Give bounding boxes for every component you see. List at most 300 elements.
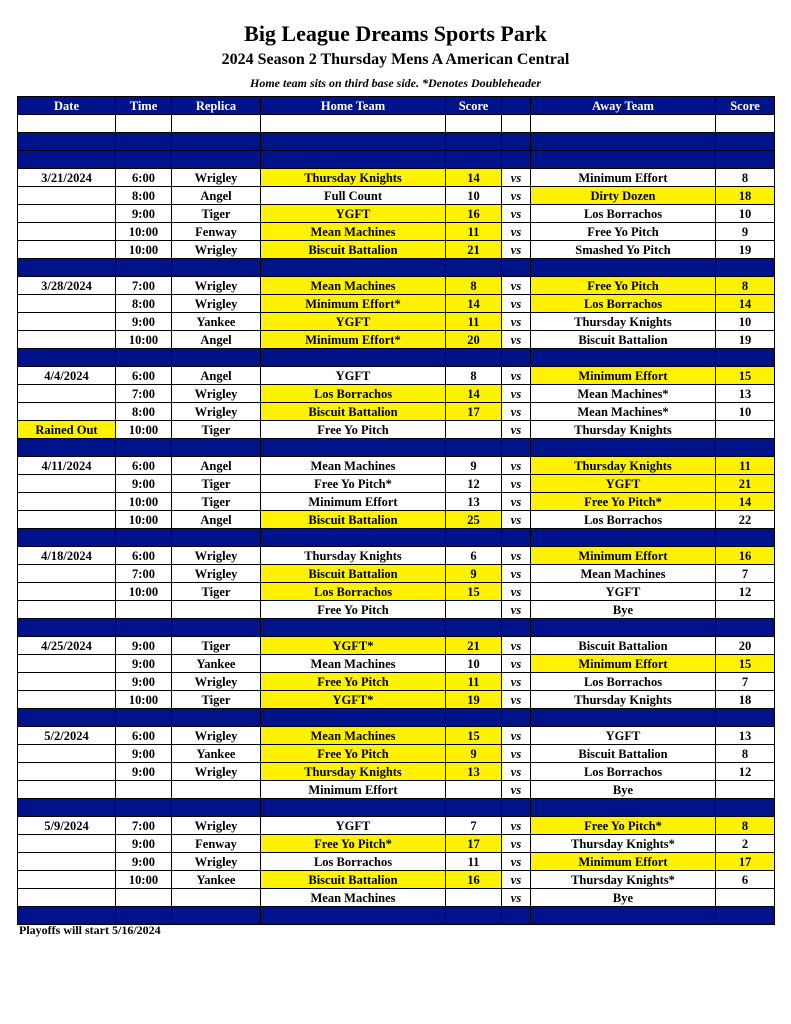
date-cell (18, 655, 116, 673)
time-cell: 10:00 (116, 511, 172, 529)
away-score-cell: 15 (716, 367, 775, 385)
away-score-cell: 15 (716, 655, 775, 673)
home-team-cell: Los Borrachos (261, 385, 446, 403)
replica-cell: Wrigley (172, 763, 261, 781)
away-score-cell (716, 421, 775, 439)
home-score-cell: 9 (446, 457, 502, 475)
separator-cell (446, 709, 502, 727)
replica-cell: Tiger (172, 475, 261, 493)
separator-cell (116, 349, 172, 367)
date-cell (18, 889, 116, 907)
home-team-cell: Biscuit Battalion (261, 871, 446, 889)
separator-cell (261, 709, 446, 727)
vs-cell: vs (502, 511, 531, 529)
home-team-cell: Minimum Effort (261, 493, 446, 511)
vs-cell: vs (502, 637, 531, 655)
date-cell (18, 745, 116, 763)
page-title: Big League Dreams Sports Park (244, 21, 547, 46)
vs-cell: vs (502, 223, 531, 241)
home-team-cell: Los Borrachos (261, 853, 446, 871)
away-team-cell: Biscuit Battalion (531, 745, 716, 763)
replica-cell: Tiger (172, 493, 261, 511)
separator-cell (261, 619, 446, 637)
blank-cell (18, 115, 116, 133)
home-score-cell: 10 (446, 655, 502, 673)
game-row (18, 727, 775, 745)
home-score-cell: 11 (446, 223, 502, 241)
separator-cell (716, 619, 775, 637)
vs-cell: vs (502, 313, 531, 331)
time-cell: 7:00 (116, 385, 172, 403)
vs-cell: vs (502, 205, 531, 223)
replica-cell: Wrigley (172, 673, 261, 691)
time-cell: 9:00 (116, 475, 172, 493)
replica-cell: Fenway (172, 223, 261, 241)
game-row (18, 637, 775, 655)
away-score-cell: 11 (716, 457, 775, 475)
vs-cell: vs (502, 547, 531, 565)
separator-cell (261, 133, 446, 151)
vs-cell: vs (502, 187, 531, 205)
date-cell (18, 385, 116, 403)
replica-cell: Tiger (172, 637, 261, 655)
time-cell: 9:00 (116, 763, 172, 781)
vs-cell: vs (502, 475, 531, 493)
away-team-cell: Thursday Knights* (531, 835, 716, 853)
home-team-cell: Free Yo Pitch* (261, 835, 446, 853)
separator-cell (172, 259, 261, 277)
vs-cell: vs (502, 673, 531, 691)
date-cell: 4/4/2024 (18, 367, 116, 385)
date-cell: 5/2/2024 (18, 727, 116, 745)
date-cell (18, 565, 116, 583)
game-row (18, 385, 775, 403)
week-separator-row (18, 529, 775, 547)
home-team-cell: Free Yo Pitch* (261, 475, 446, 493)
away-team-cell: Biscuit Battalion (531, 331, 716, 349)
home-team-cell: Thursday Knights (261, 169, 446, 187)
blank-cell (716, 115, 775, 133)
date-cell: Rained Out (18, 421, 116, 439)
date-cell (18, 403, 116, 421)
time-cell: 6:00 (116, 367, 172, 385)
game-row (18, 871, 775, 889)
time-cell: 6:00 (116, 457, 172, 475)
time-cell: 10:00 (116, 421, 172, 439)
vs-cell: vs (502, 601, 531, 619)
away-team-cell: Free Yo Pitch* (531, 493, 716, 511)
separator-cell (116, 799, 172, 817)
time-cell: 10:00 (116, 583, 172, 601)
vs-cell: vs (502, 565, 531, 583)
week-separator-row (18, 907, 775, 925)
time-cell: 8:00 (116, 295, 172, 313)
home-score-cell: 14 (446, 169, 502, 187)
date-cell (18, 205, 116, 223)
away-team-cell: Minimum Effort (531, 853, 716, 871)
replica-cell: Angel (172, 367, 261, 385)
home-team-cell: Minimum Effort* (261, 295, 446, 313)
home-score-cell (446, 781, 502, 799)
col-header-date: Date (18, 97, 116, 115)
home-team-cell: Biscuit Battalion (261, 565, 446, 583)
col-header-time: Time (116, 97, 172, 115)
away-team-cell: Free Yo Pitch (531, 277, 716, 295)
blank-cell (531, 115, 716, 133)
game-row (18, 691, 775, 709)
away-score-cell: 18 (716, 691, 775, 709)
away-team-cell: Los Borrachos (531, 511, 716, 529)
game-row (18, 313, 775, 331)
home-team-cell: Full Count (261, 187, 446, 205)
separator-cell (716, 349, 775, 367)
home-score-cell: 14 (446, 295, 502, 313)
time-cell: 10:00 (116, 871, 172, 889)
game-row (18, 565, 775, 583)
home-team-cell: YGFT (261, 817, 446, 835)
replica-cell: Angel (172, 187, 261, 205)
replica-cell: Yankee (172, 871, 261, 889)
time-cell: 7:00 (116, 277, 172, 295)
home-score-cell: 15 (446, 727, 502, 745)
separator-cell (116, 259, 172, 277)
date-cell: 3/28/2024 (18, 277, 116, 295)
blank-row (18, 115, 775, 133)
home-score-cell: 16 (446, 205, 502, 223)
home-score-cell: 8 (446, 367, 502, 385)
away-score-cell: 10 (716, 313, 775, 331)
date-cell (18, 493, 116, 511)
vs-cell: vs (502, 367, 531, 385)
date-cell: 4/25/2024 (18, 637, 116, 655)
game-row (18, 475, 775, 493)
separator-cell (116, 133, 172, 151)
separator-cell (261, 907, 446, 925)
replica-cell: Wrigley (172, 403, 261, 421)
playoffs-note: Playoffs will start 5/16/2024 (19, 923, 161, 937)
away-team-cell: Thursday Knights (531, 313, 716, 331)
replica-cell: Angel (172, 511, 261, 529)
home-team-cell: YGFT (261, 313, 446, 331)
separator-cell (502, 529, 531, 547)
col-header-replica: Replica (172, 97, 261, 115)
date-cell (18, 223, 116, 241)
game-row (18, 187, 775, 205)
time-cell: 9:00 (116, 745, 172, 763)
vs-cell: vs (502, 493, 531, 511)
home-team-cell: Mean Machines (261, 727, 446, 745)
away-score-cell: 14 (716, 493, 775, 511)
date-cell: 4/11/2024 (18, 457, 116, 475)
home-team-cell: Minimum Effort (261, 781, 446, 799)
home-score-cell: 9 (446, 745, 502, 763)
week-separator-row (18, 439, 775, 457)
vs-cell: vs (502, 691, 531, 709)
separator-cell (446, 619, 502, 637)
date-cell (18, 673, 116, 691)
col-header-away-team: Away Team (531, 97, 716, 115)
separator-cell (446, 349, 502, 367)
away-score-cell: 16 (716, 547, 775, 565)
separator-cell (261, 259, 446, 277)
separator-cell (18, 529, 116, 547)
separator-cell (172, 709, 261, 727)
date-cell (18, 511, 116, 529)
away-team-cell: Los Borrachos (531, 205, 716, 223)
away-score-cell: 20 (716, 637, 775, 655)
game-row (18, 403, 775, 421)
time-cell: 10:00 (116, 331, 172, 349)
home-score-cell (446, 889, 502, 907)
away-score-cell (716, 781, 775, 799)
away-score-cell: 6 (716, 871, 775, 889)
home-score-cell: 14 (446, 385, 502, 403)
away-score-cell: 19 (716, 241, 775, 259)
time-cell: 9:00 (116, 637, 172, 655)
schedule-body (18, 115, 775, 925)
separator-cell (531, 133, 716, 151)
separator-cell (446, 133, 502, 151)
away-team-cell: Smashed Yo Pitch (531, 241, 716, 259)
vs-cell: vs (502, 853, 531, 871)
blank-cell (116, 115, 172, 133)
separator-cell (18, 907, 116, 925)
vs-cell: vs (502, 457, 531, 475)
replica-cell: Yankee (172, 313, 261, 331)
vs-cell: vs (502, 295, 531, 313)
replica-cell: Wrigley (172, 385, 261, 403)
separator-cell (172, 907, 261, 925)
home-score-cell: 8 (446, 277, 502, 295)
week-separator-row (18, 133, 775, 151)
separator-cell (172, 619, 261, 637)
time-cell (116, 781, 172, 799)
vs-cell: vs (502, 727, 531, 745)
home-score-cell: 10 (446, 187, 502, 205)
date-cell (18, 187, 116, 205)
week-separator-row (18, 709, 775, 727)
game-row (18, 745, 775, 763)
separator-cell (18, 439, 116, 457)
game-row (18, 889, 775, 907)
game-row (18, 457, 775, 475)
game-row (18, 421, 775, 439)
away-score-cell: 10 (716, 403, 775, 421)
time-cell: 6:00 (116, 169, 172, 187)
away-score-cell: 17 (716, 853, 775, 871)
away-team-cell: Minimum Effort (531, 655, 716, 673)
away-score-cell: 2 (716, 835, 775, 853)
away-team-cell: Free Yo Pitch* (531, 817, 716, 835)
game-row (18, 331, 775, 349)
home-team-cell: Free Yo Pitch (261, 745, 446, 763)
time-cell: 9:00 (116, 205, 172, 223)
date-cell (18, 331, 116, 349)
game-row (18, 601, 775, 619)
home-score-cell: 17 (446, 403, 502, 421)
home-team-cell: Free Yo Pitch (261, 421, 446, 439)
away-score-cell: 12 (716, 763, 775, 781)
game-row (18, 277, 775, 295)
away-team-cell: Mean Machines* (531, 385, 716, 403)
separator-cell (502, 133, 531, 151)
separator-cell (116, 907, 172, 925)
blank-cell (261, 115, 446, 133)
week-separator-row (18, 259, 775, 277)
home-team-cell: Free Yo Pitch (261, 673, 446, 691)
away-score-cell: 22 (716, 511, 775, 529)
separator-cell (531, 619, 716, 637)
home-team-cell: Mean Machines (261, 889, 446, 907)
home-score-cell (446, 421, 502, 439)
separator-cell (446, 907, 502, 925)
week-separator-row (18, 619, 775, 637)
vs-cell: vs (502, 655, 531, 673)
date-cell: 3/21/2024 (18, 169, 116, 187)
away-score-cell: 13 (716, 727, 775, 745)
separator-cell (502, 151, 531, 169)
game-row (18, 511, 775, 529)
time-cell: 8:00 (116, 187, 172, 205)
game-row (18, 223, 775, 241)
separator-cell (502, 907, 531, 925)
separator-cell (446, 439, 502, 457)
away-team-cell: YGFT (531, 727, 716, 745)
time-cell (116, 889, 172, 907)
col-header-home-team: Home Team (261, 97, 446, 115)
away-score-cell: 19 (716, 331, 775, 349)
date-cell (18, 781, 116, 799)
away-team-cell: Biscuit Battalion (531, 637, 716, 655)
separator-cell (446, 259, 502, 277)
home-score-cell: 9 (446, 565, 502, 583)
home-score-cell (446, 601, 502, 619)
home-score-cell: 11 (446, 853, 502, 871)
vs-cell: vs (502, 403, 531, 421)
separator-cell (172, 439, 261, 457)
replica-cell: Wrigley (172, 565, 261, 583)
away-team-cell: Minimum Effort (531, 169, 716, 187)
vs-cell: vs (502, 835, 531, 853)
home-team-cell: Free Yo Pitch (261, 601, 446, 619)
date-cell (18, 295, 116, 313)
away-score-cell: 12 (716, 583, 775, 601)
replica-cell: Tiger (172, 583, 261, 601)
separator-cell (502, 619, 531, 637)
home-team-cell: YGFT (261, 367, 446, 385)
separator-cell (531, 151, 716, 169)
away-team-cell: Los Borrachos (531, 673, 716, 691)
col-header-vs (502, 97, 531, 115)
replica-cell: Wrigley (172, 817, 261, 835)
home-team-cell: Mean Machines (261, 457, 446, 475)
separator-cell (502, 259, 531, 277)
replica-cell: Angel (172, 331, 261, 349)
away-team-cell: YGFT (531, 475, 716, 493)
separator-cell (716, 133, 775, 151)
replica-cell: Wrigley (172, 727, 261, 745)
home-team-cell: Mean Machines (261, 277, 446, 295)
home-score-cell: 11 (446, 673, 502, 691)
home-score-cell: 15 (446, 583, 502, 601)
home-score-cell: 16 (446, 871, 502, 889)
home-score-cell: 19 (446, 691, 502, 709)
time-cell: 10:00 (116, 493, 172, 511)
home-team-cell: YGFT* (261, 691, 446, 709)
replica-cell: Wrigley (172, 547, 261, 565)
away-team-cell: Thursday Knights (531, 457, 716, 475)
separator-cell (716, 709, 775, 727)
vs-cell: vs (502, 781, 531, 799)
vs-cell: vs (502, 241, 531, 259)
separator-cell (531, 349, 716, 367)
separator-cell (18, 709, 116, 727)
date-cell: 4/18/2024 (18, 547, 116, 565)
time-cell: 10:00 (116, 241, 172, 259)
time-cell: 7:00 (116, 817, 172, 835)
game-row (18, 583, 775, 601)
separator-cell (172, 151, 261, 169)
away-score-cell: 21 (716, 475, 775, 493)
separator-cell (531, 799, 716, 817)
home-team-cell: YGFT (261, 205, 446, 223)
separator-cell (18, 799, 116, 817)
separator-cell (716, 799, 775, 817)
replica-cell: Wrigley (172, 277, 261, 295)
separator-cell (502, 349, 531, 367)
date-cell (18, 763, 116, 781)
time-cell: 10:00 (116, 691, 172, 709)
replica-cell: Wrigley (172, 853, 261, 871)
game-row (18, 205, 775, 223)
home-team-cell: Biscuit Battalion (261, 403, 446, 421)
away-team-cell: Los Borrachos (531, 763, 716, 781)
game-row (18, 295, 775, 313)
vs-cell: vs (502, 817, 531, 835)
separator-cell (531, 907, 716, 925)
away-team-cell: Minimum Effort (531, 367, 716, 385)
away-team-cell: Thursday Knights (531, 421, 716, 439)
separator-cell (172, 349, 261, 367)
game-row (18, 763, 775, 781)
home-team-cell: Los Borrachos (261, 583, 446, 601)
home-score-cell: 13 (446, 493, 502, 511)
game-row (18, 817, 775, 835)
home-team-cell: Minimum Effort* (261, 331, 446, 349)
away-score-cell: 14 (716, 295, 775, 313)
away-team-cell: Mean Machines* (531, 403, 716, 421)
blank-cell (172, 115, 261, 133)
away-score-cell: 18 (716, 187, 775, 205)
separator-cell (716, 151, 775, 169)
away-team-cell: Bye (531, 781, 716, 799)
home-score-cell: 12 (446, 475, 502, 493)
home-team-cell: Mean Machines (261, 223, 446, 241)
week-separator-row (18, 799, 775, 817)
replica-cell: Yankee (172, 655, 261, 673)
separator-cell (531, 529, 716, 547)
away-score-cell: 7 (716, 673, 775, 691)
away-team-cell: Thursday Knights (531, 691, 716, 709)
separator-cell (261, 151, 446, 169)
away-team-cell: YGFT (531, 583, 716, 601)
separator-cell (261, 799, 446, 817)
date-cell (18, 835, 116, 853)
away-team-cell: Bye (531, 601, 716, 619)
blank-cell (502, 115, 531, 133)
away-score-cell: 8 (716, 277, 775, 295)
separator-cell (18, 259, 116, 277)
